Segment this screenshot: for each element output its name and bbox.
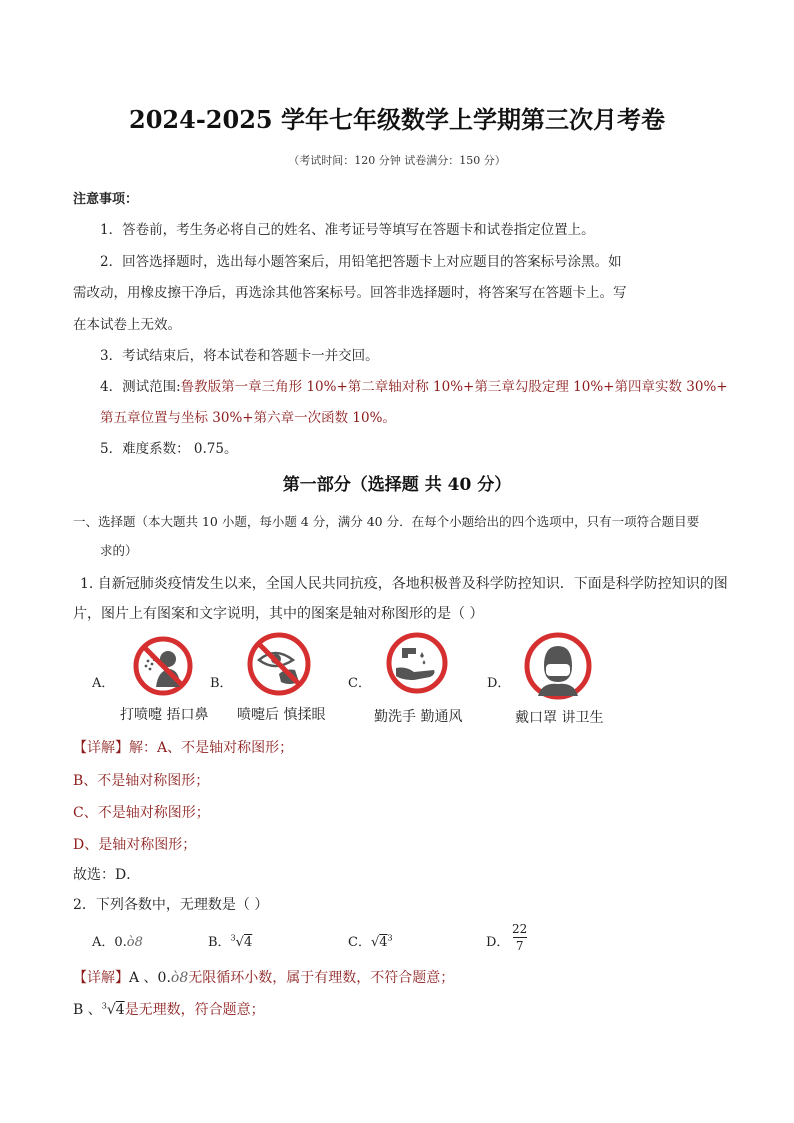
q1-option-c-caption: 勤洗手 勤通风 bbox=[374, 709, 463, 725]
q1-detail-text-1: 解：A、不是轴对称图形； bbox=[129, 740, 294, 756]
q2-option-b[interactable] bbox=[208, 931, 252, 950]
q1-option-a-label[interactable]: A． bbox=[92, 676, 115, 691]
q2-option-c-radicand: 4 bbox=[379, 935, 388, 950]
wash-hands-icon bbox=[384, 630, 450, 696]
question-1-line-1: 1. 自新冠肺炎疫情发生以来，全国人民共同抗疫，各地积极普及科学防控知识．下面是科学防控知识的图 bbox=[80, 576, 728, 592]
q2-detail-line-b bbox=[73, 999, 265, 1019]
q2-option-a-value: 0. bbox=[114, 935, 127, 950]
q2-detail-tag: 【详解】 bbox=[73, 970, 129, 986]
q1-option-c-label[interactable]: C． bbox=[348, 676, 371, 691]
q1-detail-line-4: D、是轴对称图形； bbox=[73, 837, 197, 853]
q1-detail-line-1 bbox=[73, 737, 293, 757]
q1-detail-line-2: B、不是轴对称图形； bbox=[73, 773, 210, 789]
question-2-stem: 2．下列各数中，无理数是（ ） bbox=[73, 897, 269, 913]
q1-option-d-label[interactable]: D． bbox=[487, 676, 511, 691]
page-title: 2024-2025 学年七年级数学上学期第三次月考卷 bbox=[129, 105, 665, 134]
notice-item-4-colon: : bbox=[176, 379, 181, 395]
q2-option-d-denominator: 7 bbox=[515, 939, 524, 953]
q2-option-b-radicand: 4 bbox=[243, 935, 253, 950]
q2-option-a-repeat: ὸ8 bbox=[126, 935, 143, 950]
notice-item-2-line-2: 需改动，用橡皮擦干净后，再选涂其他答案标号。回答非选择题时，将答案写在答题卡上。写 bbox=[73, 285, 627, 301]
q2-option-d-label[interactable]: D． bbox=[486, 935, 510, 950]
notice-item-2-line-3: 在本试卷上无效。 bbox=[73, 317, 181, 333]
section-intro-line-1: 一、选择题（本大题共 10 小题，每小题 4 分，满分 40 分．在每个小题给出的四个选项中，只有一项符合题目要 bbox=[73, 514, 700, 529]
q2-detail-a-rest: 无限循环小数，属于有理数，不符合题意； bbox=[188, 970, 455, 986]
q2-detail-a: A 、0. bbox=[129, 970, 171, 986]
radical-sign-icon: √ bbox=[235, 935, 244, 950]
q1-detail-tag: 【详解】 bbox=[73, 740, 129, 756]
no-rub-eyes-icon bbox=[245, 630, 313, 698]
q2-option-c-exp: 3 bbox=[387, 933, 393, 943]
q2-option-a[interactable] bbox=[92, 931, 143, 950]
test-scope: 鲁教版第一章三角形 10%+第二章轴对称 10%+第三章勾股定理 10%+第四章实数 30%+ bbox=[180, 379, 728, 395]
q2-option-c-label: C． bbox=[348, 935, 371, 950]
q2-detail-b-prefix: B 、 bbox=[73, 1002, 102, 1018]
notice-item-2-line-1: 2．回答选择题时，选出每小题答案后，用铅笔把答题卡上对应题目的答案标号涂黑。如 bbox=[100, 254, 622, 270]
wear-mask-icon bbox=[522, 630, 594, 702]
q2-detail-line-a bbox=[73, 967, 454, 987]
q2-option-d-fraction bbox=[512, 922, 527, 953]
notice-item-4-prefix: 4．测试范围 bbox=[100, 379, 177, 395]
notice-item-4-line-2: 第五章位置与坐标 30%+第六章一次函数 10%。 bbox=[100, 410, 396, 426]
q1-detail-line-5: 故选：D． bbox=[73, 867, 141, 883]
notice-item-3: 3．考试结束后，将本试卷和答题卡一并交回。 bbox=[100, 348, 379, 364]
exam-info: （考试时间：120 分钟 试卷满分：150 分） bbox=[288, 154, 506, 167]
q2-option-a-label: A． bbox=[92, 935, 115, 950]
q2-option-d-numerator: 22 bbox=[512, 922, 528, 936]
notice-heading: 注意事项： bbox=[73, 192, 139, 207]
q2-detail-b-rest: 是无理数，符合题意； bbox=[124, 1002, 265, 1018]
q2-detail-b-radicand: 4 bbox=[115, 1002, 125, 1018]
radical-sign-icon: √ bbox=[370, 935, 380, 950]
q2-option-b-label: B． bbox=[208, 935, 231, 950]
notice-item-5: 5．难度系数： 0.75。 bbox=[100, 441, 238, 457]
notice-item-4-line-1 bbox=[100, 375, 728, 395]
radical-sign-icon: √ bbox=[106, 1002, 116, 1018]
q1-option-b-caption: 喷嚏后 慎揉眼 bbox=[237, 707, 326, 723]
question-1-line-2: 片，图片上有图案和文字说明，其中的图案是轴对称图形的是（ ） bbox=[73, 606, 484, 622]
fraction-bar bbox=[513, 937, 527, 938]
q2-option-c[interactable] bbox=[348, 931, 393, 950]
q2-option-b-index: 3 bbox=[230, 933, 236, 943]
q1-option-d-caption: 戴口罩 讲卫生 bbox=[515, 710, 604, 726]
q2-detail-b-index: 3 bbox=[101, 1001, 107, 1011]
q1-option-b-label[interactable]: B． bbox=[210, 676, 233, 691]
notice-item-1: 1．答卷前，考生务必将自己的姓名、准考证号等填写在答题卡和试卷指定位置上。 bbox=[100, 222, 595, 238]
no-sneeze-icon bbox=[132, 635, 194, 697]
q1-option-a-caption: 打喷嚏 捂口鼻 bbox=[120, 707, 209, 723]
q1-detail-line-3: C、不是轴对称图形； bbox=[73, 805, 210, 821]
section-intro-line-2: 求的） bbox=[100, 543, 138, 558]
q2-detail-a-repeat: ὸ8 bbox=[170, 970, 189, 986]
section-title: 第一部分（选择题 共 40 分） bbox=[282, 475, 512, 495]
